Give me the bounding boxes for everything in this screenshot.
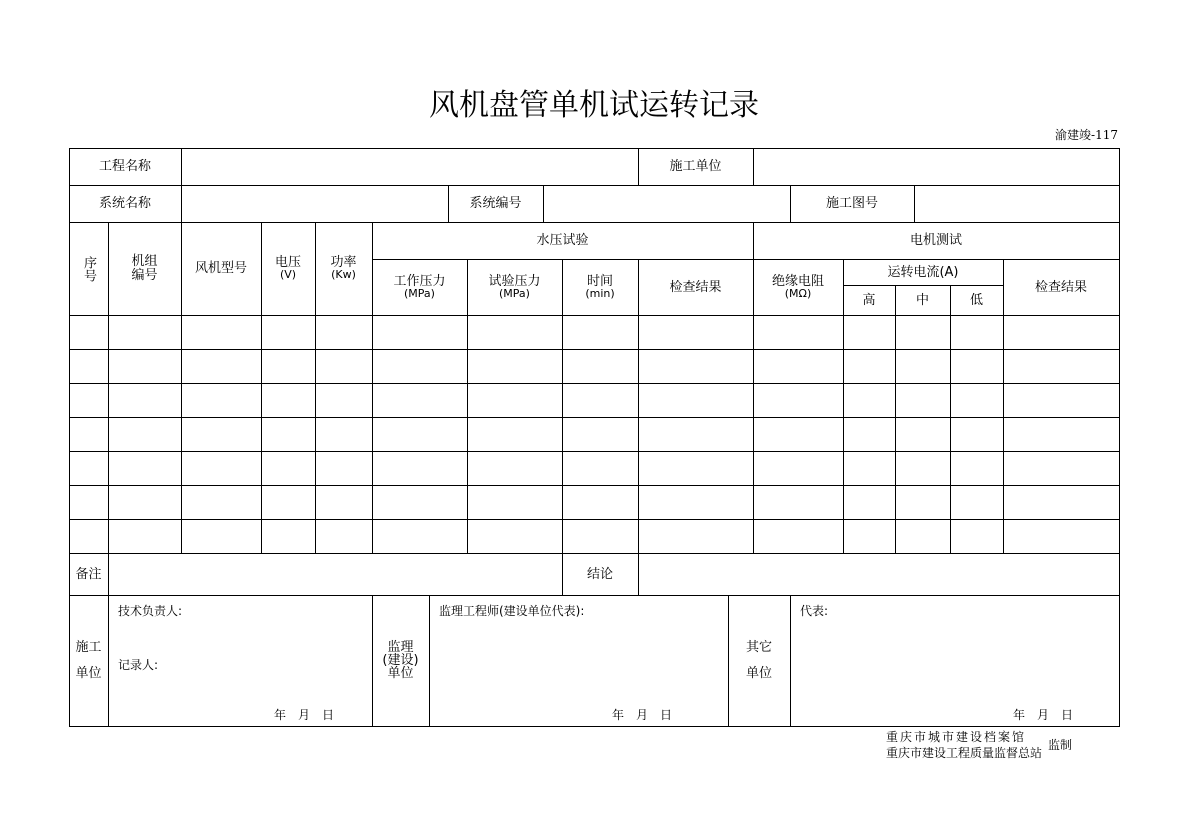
data-cell[interactable] [844, 486, 895, 519]
construction-drawing-field[interactable] [915, 186, 1119, 222]
time-unit: (min) [585, 286, 615, 300]
supervision-unit-label [372, 595, 429, 726]
data-cell[interactable] [262, 418, 315, 451]
col-seq-header [69, 222, 108, 315]
power-unit: (Kw) [331, 268, 356, 281]
data-cell[interactable] [1004, 486, 1119, 519]
data-cell[interactable] [563, 418, 638, 451]
data-cell[interactable] [951, 452, 1003, 485]
remarks-label: 备注 [75, 566, 102, 582]
data-cell[interactable] [563, 350, 638, 383]
data-cell[interactable] [182, 316, 261, 349]
data-cell[interactable] [754, 486, 843, 519]
test-pressure-unit: (MPa) [499, 286, 530, 300]
motor-test-header: 电机测试 [909, 233, 962, 248]
data-cell[interactable] [262, 316, 315, 349]
data-cell[interactable] [70, 384, 108, 417]
other-date: 年 月 日 [1013, 708, 1074, 722]
construction-unit-sign-label [69, 595, 108, 726]
data-cell[interactable] [373, 520, 467, 553]
data-cell[interactable] [896, 520, 950, 553]
data-cell[interactable] [373, 418, 467, 451]
supervising-engineer-label: 监理工程师(建设单位代表): [439, 604, 585, 618]
data-cell[interactable] [109, 316, 181, 349]
data-cell[interactable] [373, 384, 467, 417]
data-cell[interactable] [951, 486, 1003, 519]
data-cell[interactable] [754, 316, 843, 349]
insulation-label: 绝缘电阻 [771, 273, 824, 289]
data-cell[interactable] [468, 384, 562, 417]
data-cell[interactable] [262, 384, 315, 417]
construction-unit-field[interactable] [754, 149, 1119, 185]
data-cell[interactable] [754, 418, 843, 451]
construction-unit-sign-a: 施工 [75, 639, 102, 655]
data-cell[interactable] [639, 452, 753, 485]
data-cell[interactable] [262, 350, 315, 383]
footer-supervise: 监制 [1048, 738, 1073, 752]
data-cell[interactable] [896, 418, 950, 451]
data-cell[interactable] [109, 486, 181, 519]
footer-quality-station: 重庆市建设工程质量监督总站 [886, 746, 1043, 760]
col-time-header [562, 259, 638, 315]
other-unit-a: 其它 [745, 639, 772, 655]
data-cell[interactable] [316, 520, 372, 553]
project-name-label: 工程名称 [98, 159, 151, 174]
footer-archive: 重庆市城市建设档案馆 [886, 730, 1027, 744]
system-name-label: 系统名称 [98, 196, 151, 211]
data-cell[interactable] [951, 384, 1003, 417]
data-cell[interactable] [639, 486, 753, 519]
data-cell[interactable] [373, 316, 467, 349]
data-cell[interactable] [70, 452, 108, 485]
data-cell[interactable] [754, 350, 843, 383]
data-cell[interactable] [468, 350, 562, 383]
insulation-unit: (MΩ) [784, 286, 812, 300]
data-cell[interactable] [844, 316, 895, 349]
supervision-a: 监理 [387, 640, 414, 655]
col-voltage-header [261, 222, 315, 315]
col-test-pressure-header [467, 259, 562, 315]
form-code: 渝建竣-117 [1055, 128, 1118, 142]
working-pressure-unit: (MPa) [404, 286, 435, 300]
data-cell[interactable] [109, 384, 181, 417]
data-cell[interactable] [639, 384, 753, 417]
remarks-field[interactable] [109, 554, 562, 595]
data-cell[interactable] [563, 452, 638, 485]
system-number-label: 系统编号 [469, 196, 522, 211]
data-cell[interactable] [896, 316, 950, 349]
construction-date: 年 月 日 [274, 708, 335, 722]
col-unit-number-header [108, 222, 181, 315]
system-name-field[interactable] [182, 186, 448, 222]
data-cell[interactable] [639, 350, 753, 383]
conclusion-field[interactable] [639, 554, 1119, 595]
representative-label: 代表: [800, 604, 829, 618]
col-unit-number-text: 机组编号 [131, 253, 158, 283]
data-cell[interactable] [182, 486, 261, 519]
data-cell[interactable] [468, 520, 562, 553]
data-cell[interactable] [468, 418, 562, 451]
construction-unit-sign-b: 单位 [75, 665, 102, 681]
data-cell[interactable] [262, 452, 315, 485]
supervision-c: 单位 [387, 666, 414, 681]
page-title: 风机盘管单机试运转记录 [429, 88, 759, 123]
data-cell[interactable] [639, 520, 753, 553]
data-cell[interactable] [951, 418, 1003, 451]
data-cell[interactable] [1004, 520, 1119, 553]
time-label: 时间 [586, 273, 613, 289]
tech-lead-label: 技术负责人: [118, 604, 183, 618]
data-cell[interactable] [754, 520, 843, 553]
data-cell[interactable] [844, 350, 895, 383]
data-cell[interactable] [70, 486, 108, 519]
data-cell[interactable] [182, 350, 261, 383]
data-cell[interactable] [754, 384, 843, 417]
data-cell[interactable] [844, 452, 895, 485]
voltage-unit: (V) [279, 268, 297, 281]
data-cell[interactable] [316, 350, 372, 383]
conclusion-label: 结论 [586, 566, 613, 582]
test-pressure-label: 试验压力 [488, 273, 541, 289]
power-label: 功率 [330, 255, 357, 270]
col-power-header [315, 222, 372, 315]
voltage-label: 电压 [274, 255, 301, 270]
data-cell[interactable] [1004, 350, 1119, 383]
col-low-header: 低 [969, 292, 983, 308]
data-cell[interactable] [1004, 316, 1119, 349]
system-number-field[interactable] [544, 186, 790, 222]
data-cell[interactable] [844, 418, 895, 451]
recorder-label: 记录人: [118, 658, 159, 672]
data-cell[interactable] [639, 316, 753, 349]
hydro-test-header: 水压试验 [536, 233, 589, 248]
construction-drawing-label: 施工图号 [825, 196, 878, 211]
data-cell[interactable] [563, 384, 638, 417]
data-cell[interactable] [844, 520, 895, 553]
data-cell[interactable] [262, 520, 315, 553]
data-cell[interactable] [182, 452, 261, 485]
data-cell[interactable] [468, 316, 562, 349]
other-unit-b: 单位 [745, 665, 772, 681]
data-cell[interactable] [639, 418, 753, 451]
data-cell[interactable] [468, 452, 562, 485]
data-cell[interactable] [754, 452, 843, 485]
data-cell[interactable] [109, 520, 181, 553]
data-cell[interactable] [563, 486, 638, 519]
data-cell[interactable] [1004, 384, 1119, 417]
working-pressure-label: 工作压力 [393, 273, 446, 289]
data-cell[interactable] [373, 486, 467, 519]
data-cell[interactable] [563, 520, 638, 553]
data-cell[interactable] [373, 350, 467, 383]
data-cell[interactable] [896, 350, 950, 383]
col-motor-check-result-header: 检查结果 [1034, 279, 1087, 295]
data-cell[interactable] [182, 418, 261, 451]
data-cell[interactable] [896, 384, 950, 417]
data-cell[interactable] [109, 418, 181, 451]
data-cell[interactable] [316, 452, 372, 485]
project-name-field[interactable] [182, 149, 638, 185]
col-insulation-header [753, 259, 843, 315]
data-cell[interactable] [951, 316, 1003, 349]
data-cell[interactable] [70, 350, 108, 383]
data-cell[interactable] [896, 486, 950, 519]
col-high-header: 高 [862, 292, 876, 308]
supervision-b: (建设) [382, 653, 419, 668]
data-cell[interactable] [373, 452, 467, 485]
data-cell[interactable] [468, 486, 562, 519]
col-working-pressure-header [372, 259, 467, 315]
data-cell[interactable] [896, 452, 950, 485]
data-cell[interactable] [70, 418, 108, 451]
data-cell[interactable] [316, 384, 372, 417]
construction-unit-label: 施工单位 [669, 159, 722, 174]
supervision-date: 年 月 日 [612, 708, 673, 722]
data-cell[interactable] [70, 520, 108, 553]
data-cell[interactable] [844, 384, 895, 417]
data-cell[interactable] [951, 520, 1003, 553]
col-seq-text: 序号 [81, 255, 96, 282]
data-cell[interactable] [1004, 418, 1119, 451]
data-cell[interactable] [563, 316, 638, 349]
running-current-header: 运转电流(A) [887, 264, 959, 280]
data-cell[interactable] [182, 384, 261, 417]
col-hydro-check-result-header: 检查结果 [669, 279, 722, 295]
col-fan-model-header: 风机型号 [194, 261, 247, 276]
data-cell[interactable] [1004, 452, 1119, 485]
data-cell[interactable] [70, 316, 108, 349]
col-mid-header: 中 [915, 292, 929, 308]
data-cell[interactable] [316, 418, 372, 451]
data-cell[interactable] [316, 486, 372, 519]
data-cell[interactable] [182, 520, 261, 553]
data-cell[interactable] [951, 350, 1003, 383]
data-cell[interactable] [109, 452, 181, 485]
other-unit-label [728, 595, 790, 726]
data-cell[interactable] [109, 350, 181, 383]
data-cell[interactable] [316, 316, 372, 349]
data-cell[interactable] [262, 486, 315, 519]
